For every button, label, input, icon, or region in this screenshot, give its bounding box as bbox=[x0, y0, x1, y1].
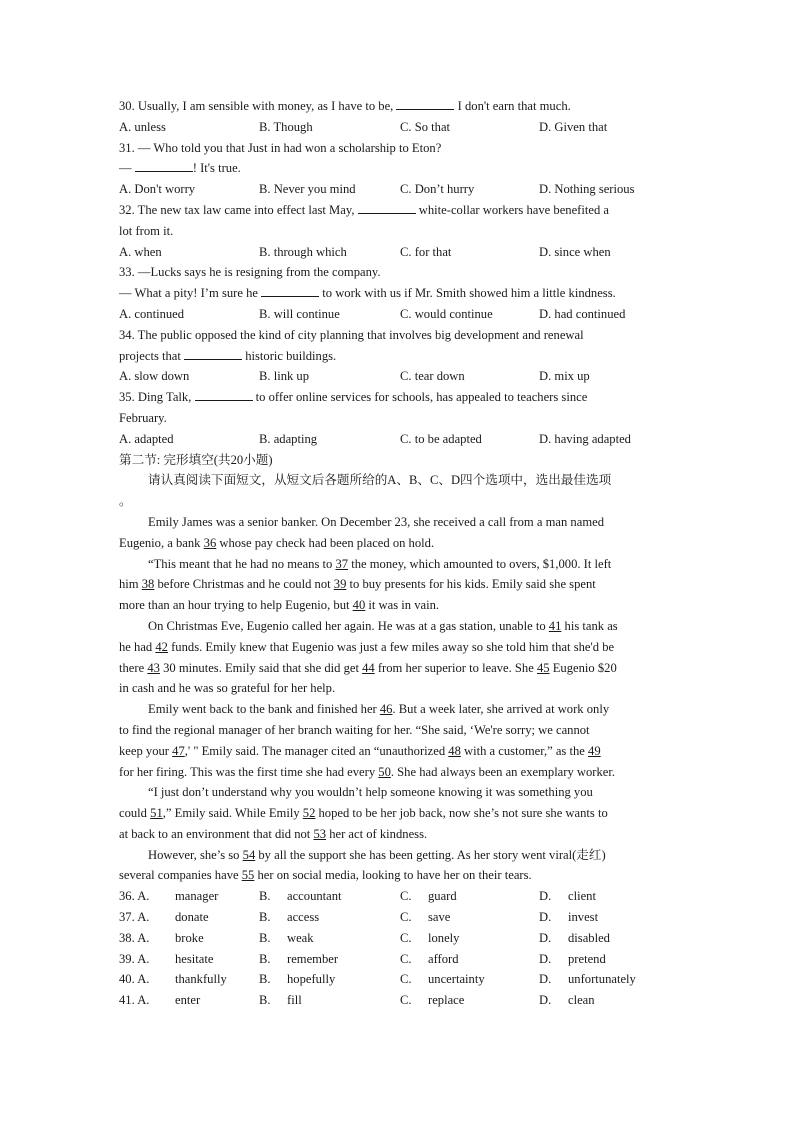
passage-text: at back to an environment that did not bbox=[119, 826, 314, 841]
question-number: 34. bbox=[119, 327, 135, 342]
option: C. would continue bbox=[400, 306, 493, 321]
passage-line bbox=[119, 865, 679, 886]
passage-text: before Christmas and he could not bbox=[154, 577, 334, 592]
passage-line bbox=[119, 782, 679, 803]
passage-line bbox=[119, 845, 679, 866]
question-text: projects that bbox=[119, 348, 185, 363]
option: B. through which bbox=[259, 244, 347, 259]
option: B. will continue bbox=[259, 306, 340, 321]
passage-line bbox=[119, 741, 679, 762]
passage-line bbox=[119, 616, 679, 637]
answer-blank bbox=[358, 201, 416, 214]
cloze-passage bbox=[119, 512, 679, 886]
section-title: 第二节: 完形填空(共20小题) bbox=[119, 452, 273, 467]
question-line bbox=[119, 283, 679, 304]
option-text: invest bbox=[568, 910, 599, 925]
passage-line bbox=[119, 533, 679, 554]
passage-text: “I just don’t understand why you wouldn’t help someone knowing it was something you bbox=[148, 785, 593, 800]
answer-row bbox=[119, 928, 679, 949]
blank-number: 47 bbox=[172, 743, 185, 758]
passage-line bbox=[119, 637, 679, 658]
passage-text: “This meant that he had no means to bbox=[148, 556, 336, 571]
passage-text: he had bbox=[119, 639, 156, 654]
option: A. when bbox=[119, 244, 162, 259]
option-letter: B. bbox=[259, 930, 271, 945]
passage-text: ,' " Emily said. The manager cited an “unauthorized bbox=[184, 743, 449, 758]
passage-text: from her superior to leave. She bbox=[374, 660, 537, 675]
question-text: historic buildings. bbox=[242, 348, 337, 363]
options-row bbox=[119, 242, 679, 263]
option-letter: D. bbox=[539, 910, 552, 925]
option: D. having adapted bbox=[539, 431, 631, 446]
question-line bbox=[119, 200, 679, 221]
question-text: — bbox=[119, 161, 135, 176]
passage-text: hoped to be her job back, now she’s not sure she wants to bbox=[315, 806, 608, 821]
passage-text: could bbox=[119, 806, 151, 821]
blank-number: 52 bbox=[302, 806, 316, 821]
question-line bbox=[119, 325, 679, 346]
passage-line bbox=[119, 512, 679, 533]
question-text: white-collar workers have benefited a bbox=[415, 202, 609, 217]
option: D. Nothing serious bbox=[539, 182, 635, 197]
blank-number: 49 bbox=[588, 743, 601, 758]
passage-line bbox=[119, 824, 679, 845]
passage-line bbox=[119, 574, 679, 595]
passage-text: whose pay check had been placed on hold. bbox=[216, 535, 435, 550]
option: A. slow down bbox=[119, 369, 190, 384]
option-text: save bbox=[428, 910, 451, 925]
passage-text: her act of kindness. bbox=[326, 826, 428, 841]
passage-text: more than an hour trying to help Eugenio, but bbox=[119, 598, 353, 613]
passage-text: for her firing. This was the first time she had every bbox=[119, 764, 379, 779]
passage-text: it was in vain. bbox=[365, 598, 440, 613]
option: D. mix up bbox=[539, 369, 590, 384]
passage-text: to buy presents for his kids. Emily said she spent bbox=[346, 577, 596, 592]
passage-line bbox=[119, 554, 679, 575]
blank-number: 51 bbox=[150, 806, 163, 821]
option: B. Never you mind bbox=[259, 182, 356, 197]
answer-row bbox=[119, 969, 679, 990]
options-row bbox=[119, 179, 679, 200]
question-text: to offer online services for schools, has appealed to teachers since bbox=[252, 390, 588, 405]
option: B. link up bbox=[259, 369, 310, 384]
option: A. adapted bbox=[119, 431, 174, 446]
question-text: — What a pity! I’m sure he bbox=[119, 286, 262, 301]
option-letter: C. bbox=[400, 930, 412, 945]
question-line: February. bbox=[119, 410, 167, 425]
option-text: thankfully bbox=[175, 972, 227, 987]
option: C. So that bbox=[400, 119, 451, 134]
options-row bbox=[119, 304, 679, 325]
passage-text: 30 minutes. Emily said that she did get bbox=[159, 660, 363, 675]
blank-number: 50 bbox=[378, 764, 391, 779]
passage-line bbox=[119, 658, 679, 679]
option-letter: D. bbox=[539, 951, 552, 966]
answer-options bbox=[119, 886, 679, 1011]
option-letter: C. bbox=[400, 889, 412, 904]
answer-row bbox=[119, 907, 679, 928]
answer-number: 40. A. bbox=[119, 972, 150, 987]
option-text: clean bbox=[568, 993, 595, 1008]
blank-number: 38 bbox=[141, 577, 155, 592]
blank-number: 54 bbox=[242, 847, 256, 862]
blank-number: 55 bbox=[241, 868, 255, 883]
blank-number: 36 bbox=[203, 535, 217, 550]
passage-text: . She had always been an exemplary worker. bbox=[390, 764, 616, 779]
multiple-choice-section bbox=[119, 96, 679, 450]
question-number: 33. bbox=[119, 265, 135, 280]
passage-text: On Christmas Eve, Eugenio called her again. He was at a gas station, unable to bbox=[148, 618, 549, 633]
question-line: lot from it. bbox=[119, 223, 174, 238]
blank-number: 37 bbox=[335, 556, 349, 571]
passage-line bbox=[119, 803, 679, 824]
passage-line bbox=[119, 595, 679, 616]
answer-number: 37. A. bbox=[119, 910, 150, 925]
question-text: ! It's true. bbox=[192, 161, 241, 176]
option-text: weak bbox=[287, 930, 314, 945]
option-text: pretend bbox=[568, 951, 606, 966]
option-text: hesitate bbox=[175, 951, 214, 966]
passage-text: Eugenio $20 bbox=[549, 660, 617, 675]
question-number: 31. bbox=[119, 140, 135, 155]
blank-number: 53 bbox=[313, 826, 327, 841]
passage-text: the money, which amounted to overs, $1,000. It left bbox=[348, 556, 612, 571]
answer-blank bbox=[195, 388, 253, 401]
answer-blank bbox=[184, 347, 242, 360]
option-text: fill bbox=[287, 993, 302, 1008]
options-row bbox=[119, 117, 679, 138]
option-letter: C. bbox=[400, 972, 412, 987]
blank-number: 43 bbox=[147, 660, 160, 675]
question-text: to work with us if Mr. Smith showed him a little kindness. bbox=[319, 286, 616, 301]
option: A. continued bbox=[119, 306, 185, 321]
option-text: donate bbox=[175, 910, 209, 925]
option: C. to be adapted bbox=[400, 431, 482, 446]
option-text: guard bbox=[428, 889, 457, 904]
passage-text: Emily went back to the bank and finished her bbox=[148, 702, 380, 717]
question-line bbox=[119, 158, 679, 179]
option-letter: B. bbox=[259, 951, 271, 966]
passage-text: his tank as bbox=[561, 618, 618, 633]
option-text: broke bbox=[175, 930, 204, 945]
passage-text: him bbox=[119, 577, 142, 592]
passage-text: her on social media, looking to have her on their tears. bbox=[254, 868, 532, 883]
option: D. Given that bbox=[539, 119, 608, 134]
question-text: —Lucks says he is resigning from the company. bbox=[134, 265, 381, 280]
answer-number: 38. A. bbox=[119, 930, 150, 945]
option-letter: C. bbox=[400, 993, 412, 1008]
option-letter: C. bbox=[400, 951, 412, 966]
blank-number: 46 bbox=[379, 702, 393, 717]
option-text: hopefully bbox=[287, 972, 336, 987]
option-text: disabled bbox=[568, 930, 610, 945]
passage-text: several companies have bbox=[119, 868, 242, 883]
option-text: remember bbox=[287, 951, 339, 966]
exam-page bbox=[119, 96, 679, 1011]
option-text: enter bbox=[175, 993, 201, 1008]
option-letter: B. bbox=[259, 910, 271, 925]
option: A. Don't worry bbox=[119, 182, 196, 197]
question-line bbox=[119, 138, 679, 159]
option: A. unless bbox=[119, 119, 166, 134]
option-letter: D. bbox=[539, 930, 552, 945]
question-number: 30. bbox=[119, 99, 135, 113]
question-number: 35. bbox=[119, 390, 135, 405]
question-text: I don't earn that much. bbox=[454, 99, 571, 113]
option-text: afford bbox=[428, 951, 459, 966]
passage-text: there bbox=[119, 660, 148, 675]
option-text: lonely bbox=[428, 930, 460, 945]
passage-line bbox=[119, 720, 679, 741]
question-line bbox=[119, 387, 679, 408]
blank-number: 41 bbox=[548, 618, 562, 633]
option-letter: B. bbox=[259, 972, 271, 987]
options-row bbox=[119, 366, 679, 387]
question-text: Ding Talk, bbox=[134, 390, 195, 405]
passage-line bbox=[119, 678, 679, 699]
passage-text: by all the support she has been getting. As her story went viral(走红) bbox=[255, 847, 606, 862]
passage-text: Emily James was a senior banker. On December 23, she received a call from a man named bbox=[148, 514, 605, 529]
answer-row bbox=[119, 949, 679, 970]
option-letter: B. bbox=[259, 889, 271, 904]
option: D. had continued bbox=[539, 306, 626, 321]
answer-blank bbox=[135, 159, 193, 172]
option-letter: B. bbox=[259, 993, 271, 1008]
question-line bbox=[119, 96, 679, 117]
answer-row bbox=[119, 886, 679, 907]
option-text: unfortunately bbox=[568, 972, 636, 987]
answer-number: 36. A. bbox=[119, 889, 150, 904]
passage-text: with a customer,” as the bbox=[460, 743, 589, 758]
option-text: access bbox=[287, 910, 320, 925]
answer-blank bbox=[396, 97, 454, 110]
answer-row bbox=[119, 990, 679, 1011]
option: C. for that bbox=[400, 244, 452, 259]
blank-number: 39 bbox=[333, 577, 347, 592]
blank-number: 44 bbox=[362, 660, 375, 675]
passage-text: in cash and he was so grateful for her help. bbox=[119, 681, 336, 696]
option-text: uncertainty bbox=[428, 972, 485, 987]
blank-number: 40 bbox=[352, 598, 366, 613]
blank-number: 45 bbox=[536, 660, 550, 675]
passage-text: Eugenio, a bank bbox=[119, 535, 204, 550]
option-letter: D. bbox=[539, 889, 552, 904]
question-number: 32. bbox=[119, 202, 135, 217]
option: D. since when bbox=[539, 244, 611, 259]
passage-text: ,” Emily said. While Emily bbox=[162, 806, 303, 821]
question-text: The new tax law came into effect last May, bbox=[134, 202, 358, 217]
question-text: The public opposed the kind of city planning that involves big development and renewal bbox=[134, 327, 584, 342]
option-letter: D. bbox=[539, 972, 552, 987]
option-text: accountant bbox=[287, 889, 342, 904]
blank-number: 48 bbox=[448, 743, 461, 758]
blank-number: 42 bbox=[155, 639, 168, 654]
passage-text: to find the regional manager of her branch waiting for her. “She said, ‘We're sorry; we cannot bbox=[119, 722, 590, 737]
question-line bbox=[119, 262, 679, 283]
passage-text: funds. Emily knew that Eugenio was just a few miles away so she told him that she'd be bbox=[167, 639, 615, 654]
question-text: Usually, I am sensible with money, as I have to be, bbox=[134, 99, 397, 113]
option-text: client bbox=[568, 889, 596, 904]
passage-line bbox=[119, 699, 679, 720]
section-instruction: 请认真阅读下面短文，从短文后各题所给的A、B、C、D四个选项中，选出最佳选项 bbox=[148, 473, 612, 488]
answer-number: 39. A. bbox=[119, 951, 150, 966]
passage-line bbox=[119, 762, 679, 783]
option: B. Though bbox=[259, 119, 313, 134]
passage-text: . But a week later, she arrived at work only bbox=[392, 702, 610, 717]
options-row bbox=[119, 429, 679, 450]
option-text: replace bbox=[428, 993, 465, 1008]
passage-text: However, she’s so bbox=[148, 847, 243, 862]
option-letter: C. bbox=[400, 910, 412, 925]
answer-number: 41. A. bbox=[119, 993, 150, 1008]
option-text: manager bbox=[175, 889, 219, 904]
question-line bbox=[119, 346, 679, 367]
option-letter: D. bbox=[539, 993, 552, 1008]
section-instruction-tail: 。 bbox=[119, 494, 132, 509]
option: C. tear down bbox=[400, 369, 465, 384]
passage-text: keep your bbox=[119, 743, 173, 758]
answer-blank bbox=[261, 284, 319, 297]
question-text: — Who told you that Just in had won a scholarship to Eton? bbox=[134, 140, 442, 155]
option: B. adapting bbox=[259, 431, 318, 446]
option: C. Don’t hurry bbox=[400, 182, 475, 197]
